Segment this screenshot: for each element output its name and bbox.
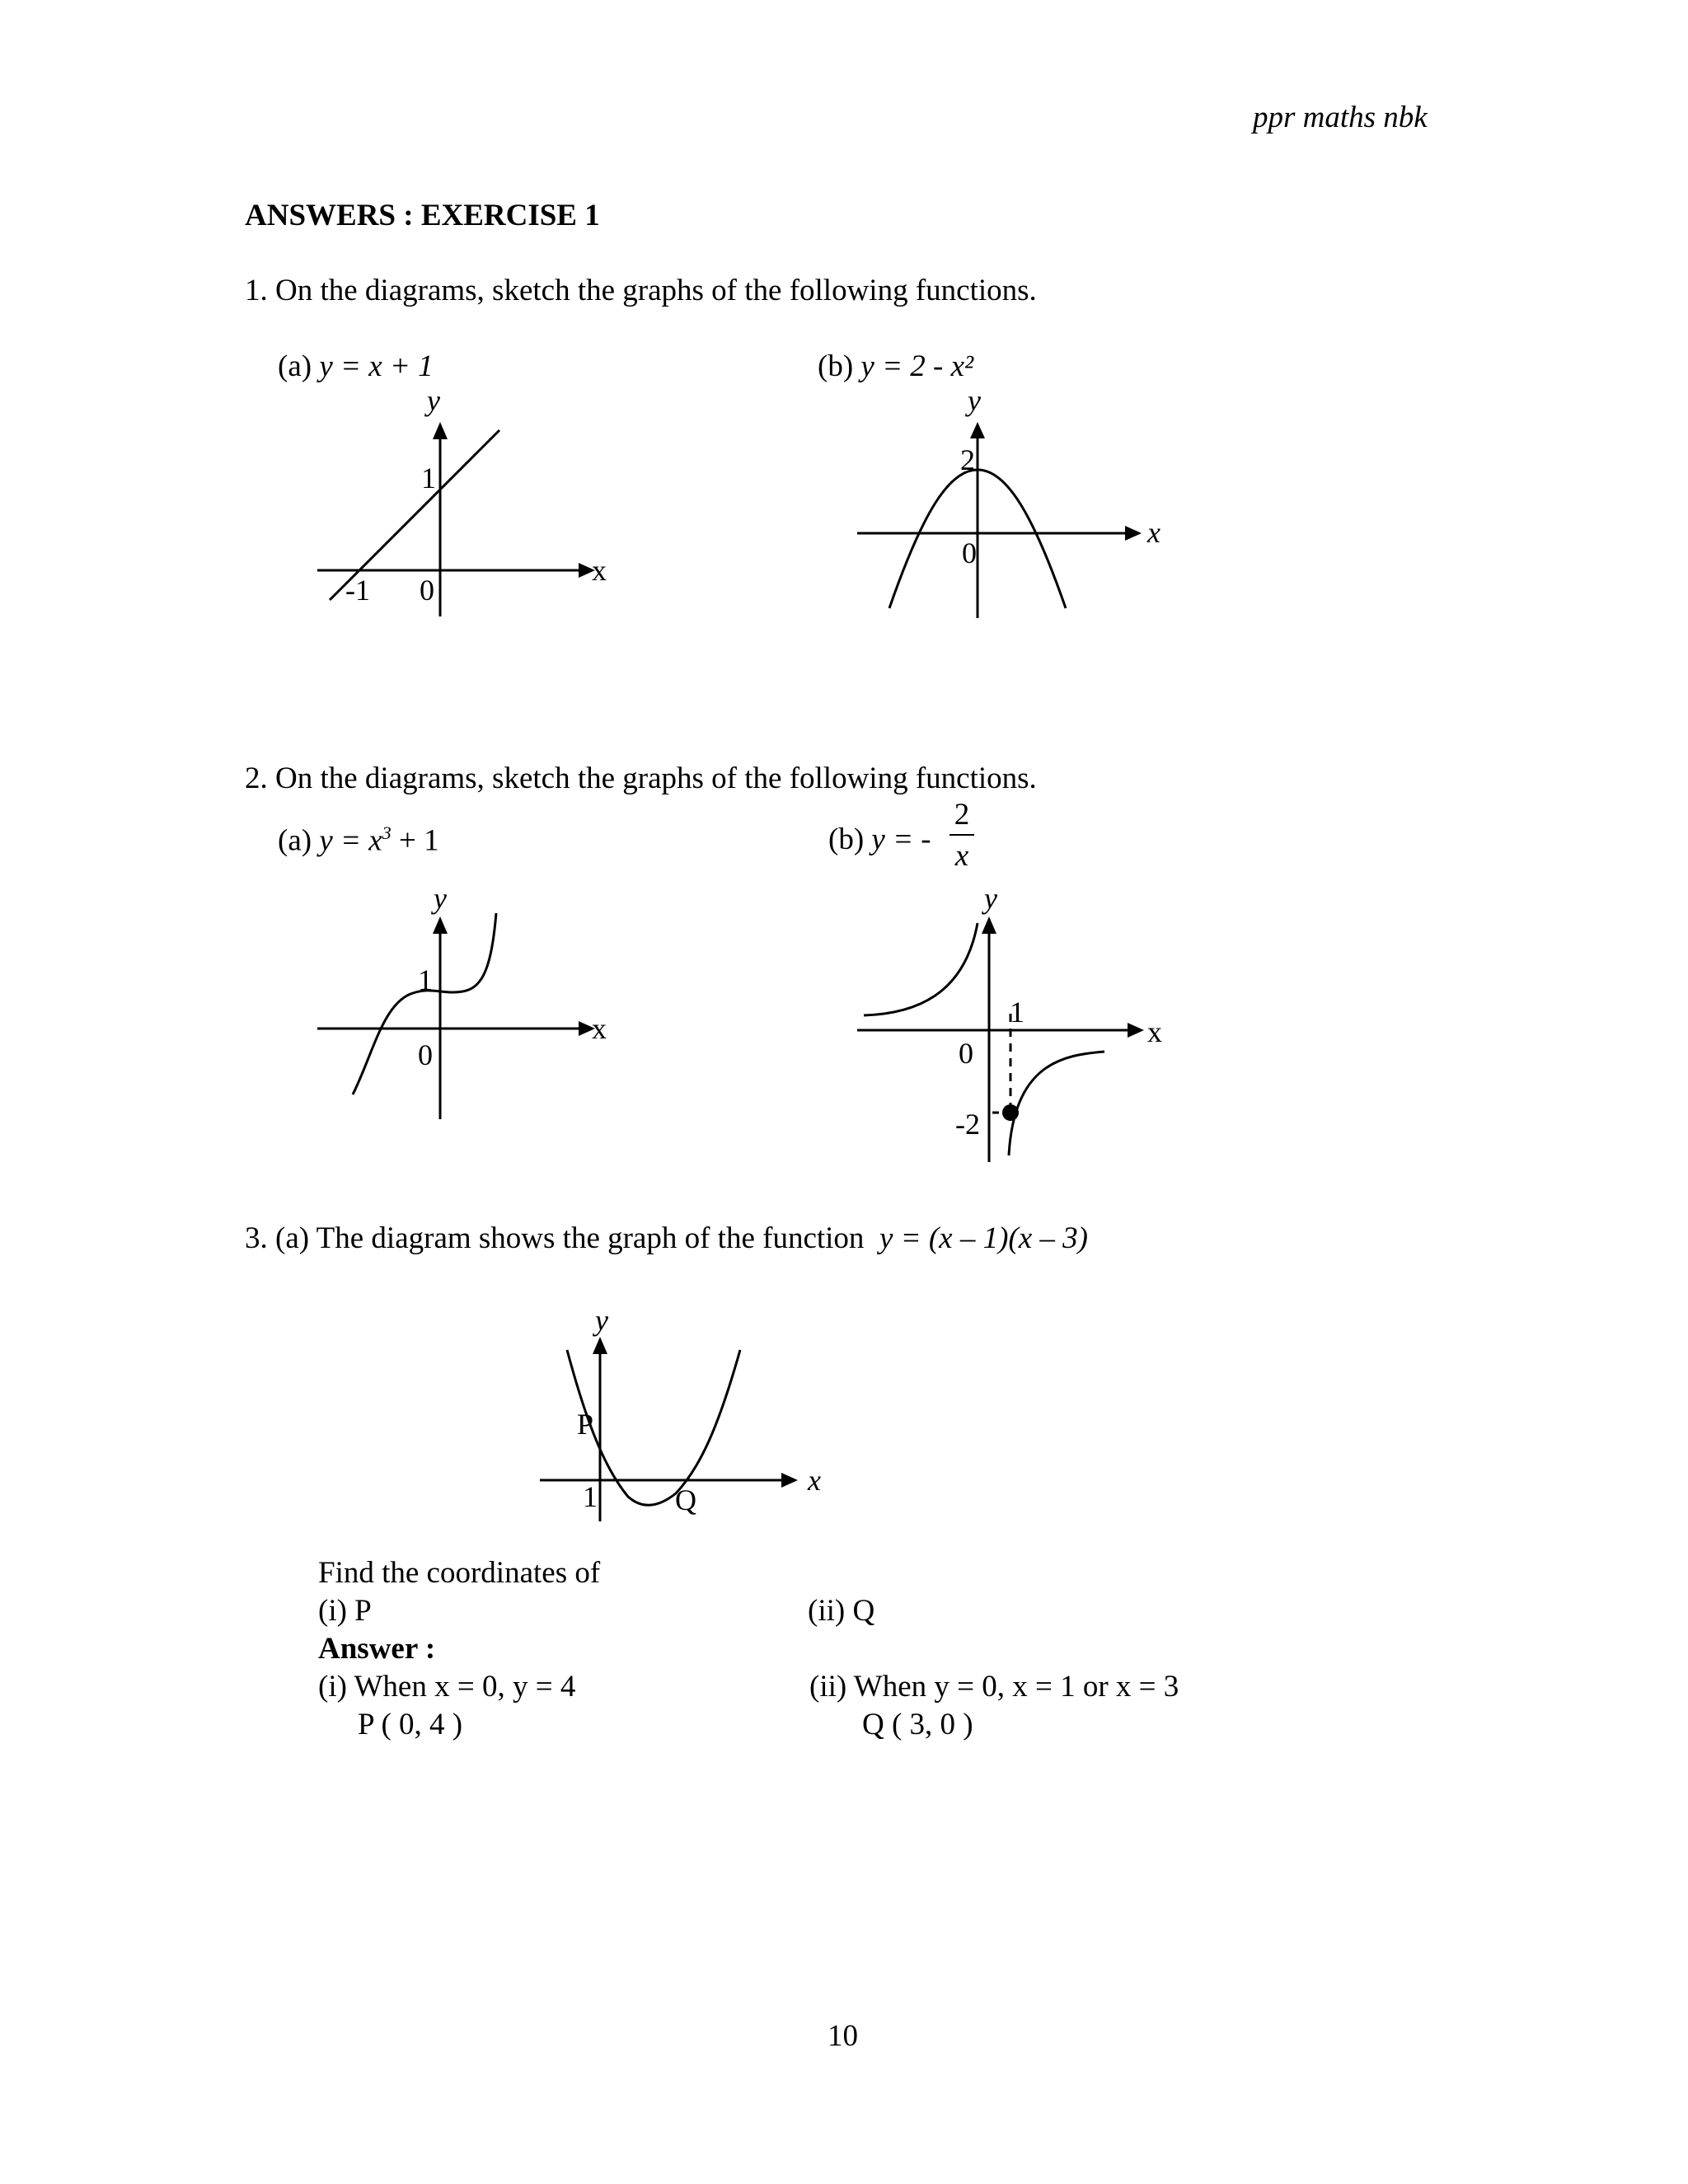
- q3-part-i: (i) P: [318, 1594, 372, 1628]
- hyperbola-right-branch: [1009, 1052, 1104, 1155]
- x-axis-label: x: [1147, 516, 1160, 549]
- graph-q1b: [849, 384, 1179, 626]
- q1-a-heading: [278, 351, 434, 382]
- q2-prompt: 2. On the diagrams, sketch the graphs of the following functions.: [245, 762, 1037, 795]
- x-axis-arrow: [781, 1473, 798, 1488]
- origin-label: 0: [420, 574, 434, 607]
- y-intercept-label: 2: [960, 443, 975, 476]
- y-axis-label: y: [968, 384, 981, 417]
- fraction-bar: [950, 834, 974, 836]
- x-axis-label: x: [592, 1012, 607, 1045]
- q2-b-denominator: x: [954, 839, 969, 873]
- q2-a-label: (a): [278, 823, 312, 858]
- y-axis-label: y: [434, 882, 447, 915]
- y-intercept-label: 1: [421, 462, 436, 494]
- q2-b-label: (b): [828, 823, 865, 856]
- y-axis-arrow: [433, 422, 448, 439]
- x-axis: [317, 1021, 595, 1036]
- hyperbola-left-branch: [864, 923, 978, 1015]
- q3-part-ii: (ii) Q: [808, 1594, 875, 1628]
- point-q-label: Q: [675, 1483, 696, 1516]
- y-axis-label: y: [984, 882, 997, 915]
- q1-b-label: (b): [818, 349, 854, 383]
- y-axis: [433, 916, 448, 1119]
- y-axis: [982, 916, 996, 1162]
- q1-a-equation: y = x + 1: [319, 349, 434, 383]
- graph-q2a: [313, 882, 626, 1129]
- answer-label: Answer :: [318, 1632, 436, 1666]
- answer-ii-line1: (ii) When y = 0, x = 1 or x = 3: [809, 1670, 1179, 1704]
- graph-q3: [536, 1302, 865, 1541]
- y-axis-arrow: [982, 916, 996, 934]
- q1-b-heading: [818, 351, 973, 382]
- x-axis-arrow: [1128, 1023, 1144, 1038]
- answer-ii-line2: Q ( 3, 0 ): [862, 1708, 973, 1741]
- q3-prompt-text: 3. (a) The diagram shows the graph of the function: [245, 1221, 872, 1255]
- page-title: ANSWERS : EXERCISE 1: [245, 199, 600, 232]
- y-axis: [433, 422, 448, 616]
- q2-a-eq-rhs: + 1: [391, 823, 439, 858]
- origin-label: 0: [962, 537, 977, 569]
- answer-i-line1: (i) When x = 0, y = 4: [318, 1670, 576, 1704]
- y-axis-label: y: [595, 1304, 608, 1337]
- point-p-label: P: [576, 1408, 594, 1441]
- y-axis-arrow: [593, 1337, 607, 1354]
- x-axis-label: x: [808, 1464, 821, 1497]
- y-mark-label: -2: [955, 1108, 980, 1141]
- x-axis: [540, 1473, 798, 1488]
- x-axis: [857, 1023, 1144, 1038]
- x-intercept-label: -1: [345, 574, 370, 607]
- q2-b-eq-lhs: y = -: [871, 823, 931, 856]
- q2-b-numerator: 2: [954, 798, 970, 832]
- q2-a-heading: [278, 823, 439, 858]
- y-intercept-label: 1: [418, 963, 433, 996]
- origin-label: 0: [418, 1038, 433, 1071]
- q1-b-equation: y = 2 - x²: [860, 349, 974, 383]
- x-axis: [857, 526, 1142, 541]
- page-number: 10: [828, 2019, 858, 2053]
- q2-b-fraction: [948, 799, 976, 871]
- y-axis-arrow: [433, 916, 448, 934]
- q2-a-eq-lhs: y = x: [319, 823, 382, 858]
- q2-b-heading: [828, 824, 931, 855]
- origin-label: 0: [959, 1037, 973, 1070]
- graph-q1a: [313, 384, 626, 626]
- graph-q2b: [849, 882, 1179, 1170]
- y-axis-arrow: [970, 422, 985, 438]
- x-axis-arrow: [1125, 526, 1142, 541]
- q1-a-label: (a): [278, 349, 312, 383]
- y-axis-label: y: [427, 384, 440, 417]
- x-mark-label: 1: [1010, 996, 1025, 1029]
- q3-prompt-equation: y = (x – 1)(x – 3): [879, 1221, 1088, 1255]
- q3-find-text: Find the coordinates of: [318, 1556, 601, 1590]
- header-watermark: ppr maths nbk: [1253, 101, 1428, 134]
- q1-prompt: 1. On the diagrams, sketch the graphs of the following functions.: [245, 274, 1037, 307]
- answer-i-line2: P ( 0, 4 ): [358, 1708, 463, 1741]
- x-axis-label: x: [592, 554, 607, 587]
- q3-prompt: [245, 1223, 1088, 1254]
- x-axis-label: x: [1147, 1015, 1162, 1048]
- tick-one-label: 1: [583, 1480, 598, 1513]
- q2-a-eq-exponent: 3: [382, 823, 392, 843]
- point-marker: [1002, 1104, 1019, 1121]
